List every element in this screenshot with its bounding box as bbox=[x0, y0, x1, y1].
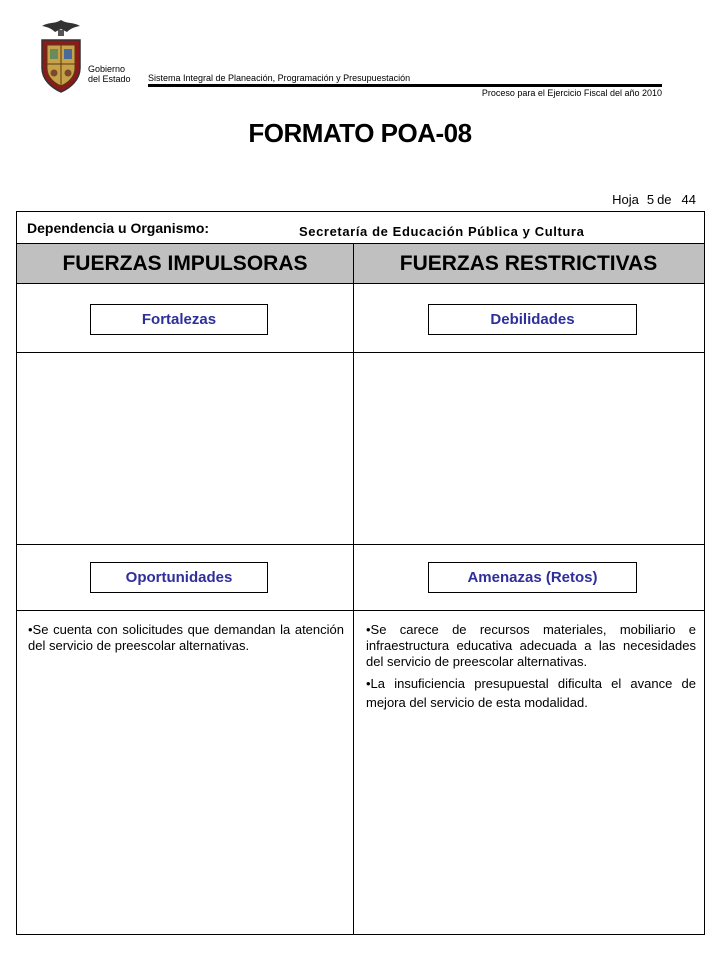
row-divider-1 bbox=[17, 352, 704, 353]
column-headers bbox=[17, 244, 704, 284]
fiscal-process: Proceso para el Ejercicio Fiscal del año 2010 bbox=[481, 88, 662, 98]
system-name: Sistema Integral de Planeación, Programación y Presupuestación bbox=[148, 73, 411, 83]
opportunities-label: Oportunidades bbox=[90, 562, 268, 593]
weaknesses-label: Debilidades bbox=[428, 304, 637, 335]
header-rule bbox=[148, 84, 662, 87]
threats-label: Amenazas (Retos) bbox=[428, 562, 637, 593]
driving-forces-header: FUERZAS IMPULSORAS bbox=[62, 252, 308, 275]
sheet-total: 44 bbox=[681, 192, 696, 207]
page-title: FORMATO POA-08 bbox=[248, 118, 472, 148]
list-item: •Se cuenta con solicitudes que demandan la atención del servicio de preescolar alternativas. bbox=[28, 622, 344, 653]
strengths-label: Fortalezas bbox=[90, 304, 268, 335]
list-item: •La insuficiencia presupuestal dificulta el avance de mejora del servicio de esta modalidad. bbox=[366, 676, 696, 710]
swot-form bbox=[16, 211, 705, 935]
list-item: •Se carece de recursos materiales, mobiliario e infraestructura educativa adecuada a las necesidades del servicio de preescolar alternativas. bbox=[366, 622, 696, 669]
government-label bbox=[88, 64, 131, 84]
opportunities-list bbox=[28, 622, 344, 658]
restraining-forces-header: FUERZAS RESTRICTIVAS bbox=[399, 252, 658, 275]
dependency-row bbox=[17, 212, 704, 244]
sheet-current: 5 bbox=[646, 192, 655, 207]
sheet-label: Hoja bbox=[612, 192, 639, 207]
sheet-counter bbox=[612, 192, 696, 207]
gov-line-1: Gobierno bbox=[88, 64, 126, 74]
row-divider-3 bbox=[17, 610, 704, 611]
state-seal-icon bbox=[36, 18, 86, 96]
sheet-of: de bbox=[657, 192, 672, 207]
threats-list bbox=[366, 622, 696, 716]
dependency-value: Secretaría de Educación Pública y Cultura bbox=[299, 224, 585, 239]
row-divider-2 bbox=[17, 544, 704, 545]
column-divider bbox=[353, 244, 354, 934]
gov-line-2: del Estado bbox=[88, 74, 131, 84]
dependency-label: Dependencia u Organismo: bbox=[27, 220, 210, 236]
